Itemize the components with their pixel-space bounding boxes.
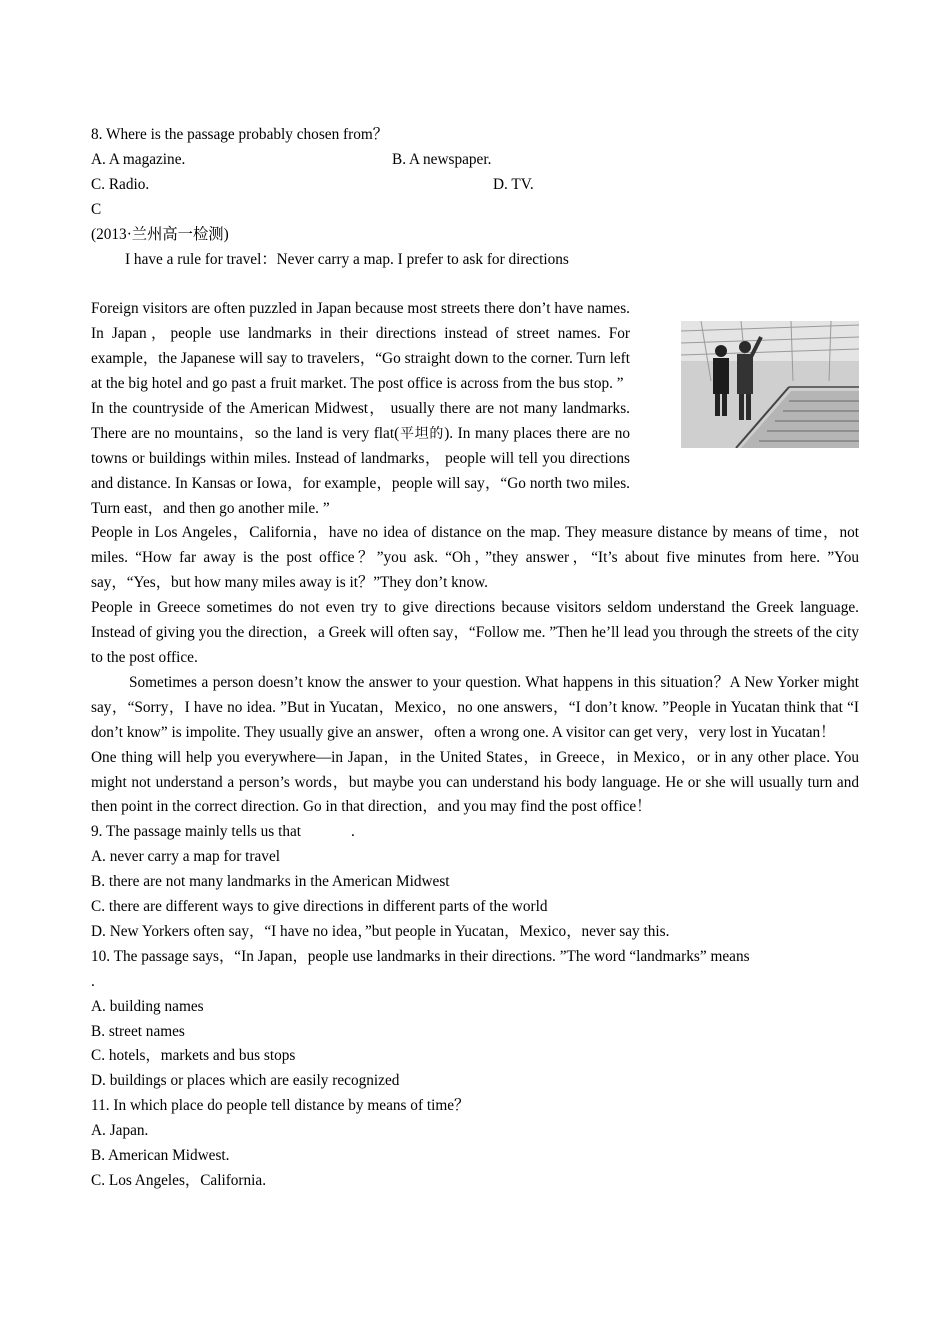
passage-intro: I have a rule for travel：Never carry a map. I prefer to ask for directions xyxy=(125,250,569,268)
paragraph-los-angeles: People in Los Angeles，California，have no idea of distance on the map. They measure distance by means of time，not miles. “How far away is the post office？”you ask. “Oh，”they answer，“It’s about five minutes from here. ”You say，“Yes，but how many miles away is it？”They don’t know. xyxy=(91,524,859,592)
worksheet-page xyxy=(91,123,859,1194)
q10-question: 10. The passage says，“In Japan，people use landmarks in their directions. ”The word “landmarks” means xyxy=(91,947,750,965)
q9-option-c: C. there are different ways to give directions in different parts of the world xyxy=(91,898,548,916)
blank-line xyxy=(91,272,859,297)
paragraph-yucatan: Sometimes a person doesn’t know the answer to your question. What happens in this situation？A New Yorker might say，“Sorry，I have no idea. ”But in Yucatan，Mexico，no one answers，“I don’t know. ”People in Yucatan think that “I don’t know” is impolite. They usually give an answer，often a wrong one. A visitor can get very，very lost in Yucatan！ xyxy=(91,673,859,741)
paragraph-midwest-part-2: ). In many places there are no towns or buildings within miles. Instead of landmarks， people will tell you directions and distance. In Kansas or Iowa，for example，people will say，“Go north two miles. Turn east，and then go another mile. ” xyxy=(91,424,631,517)
paragraph-midwest-part-1: In the countryside of the American Midwest， usually there are not many landmarks. There are no mountains，so the land is very flat( xyxy=(91,399,630,442)
q9-option-d: D. New Yorkers often say，“I have no idea，”but people in Yucatan，Mexico，never say this. xyxy=(91,922,670,940)
paragraph-japan: Foreign visitors are often puzzled in Japan because most streets there don’t have names. In Japan，people use landmarks in their directions instead of street names. For example，the Japanese will say to travelers，“Go straight down to the corner. Turn left at the big hotel and go past a fruit market. The post office is across from the bus stop. ” xyxy=(91,300,630,393)
q11-option-a: A. Japan. xyxy=(91,1122,149,1140)
q9-question-end: . xyxy=(351,823,355,841)
q11-question: 11. In which place do people tell distance by means of time？ xyxy=(91,1097,470,1115)
q10-option-b: B. street names xyxy=(91,1022,185,1040)
q9-option-b: B. there are not many landmarks in the American Midwest xyxy=(91,873,450,891)
q10-option-d: D. buildings or places which are easily recognized xyxy=(91,1072,400,1090)
q8-option-b: B. A newspaper. xyxy=(392,150,492,168)
q9-question xyxy=(91,820,859,845)
q8-option-c: C. Radio. xyxy=(91,175,150,193)
chinese-gloss: 平坦的 xyxy=(399,425,445,442)
q8-options-row-2 xyxy=(91,173,859,198)
q11-option-b: B. American Midwest. xyxy=(91,1147,230,1165)
q10-option-a: A. building names xyxy=(91,997,204,1015)
two-men-photo xyxy=(681,321,859,448)
q8-question: 8. Where is the passage probably chosen from？ xyxy=(91,126,389,143)
paragraph-body-language: One thing will help you everywhere—in Japan，in the United States，in Greece，in Mexico，or in any other place. You might not understand a person’s words，but maybe you can understand his body language. He or she will usually turn and then point in the correct direction. Go in that direction，and you may find the post office！ xyxy=(91,748,859,816)
passage-source: (2013·兰州高一检测) xyxy=(91,225,229,243)
q11-option-c: C. Los Angeles，California. xyxy=(91,1172,267,1190)
photo-frame xyxy=(650,297,859,478)
q8-options-row-1 xyxy=(91,148,859,173)
q10-question-end: . xyxy=(91,972,95,990)
q8-option-d: D. TV. xyxy=(493,175,534,193)
paragraph-greece: People in Greece sometimes do not even try to give directions because visitors seldom understand the Greek language. Instead of giving you the direction，a Greek will often say，“Follow me. ”Then he’ll lead you through the streets of the city to the post office. xyxy=(91,599,859,666)
q10-option-c: C. hotels，markets and bus stops xyxy=(91,1047,296,1065)
q9-question-text: 9. The passage mainly tells us that xyxy=(91,823,302,841)
q8-option-a: A. A magazine. xyxy=(91,150,186,168)
q8-answer: C xyxy=(91,200,102,218)
q9-option-a: A. never carry a map for travel xyxy=(91,848,280,866)
